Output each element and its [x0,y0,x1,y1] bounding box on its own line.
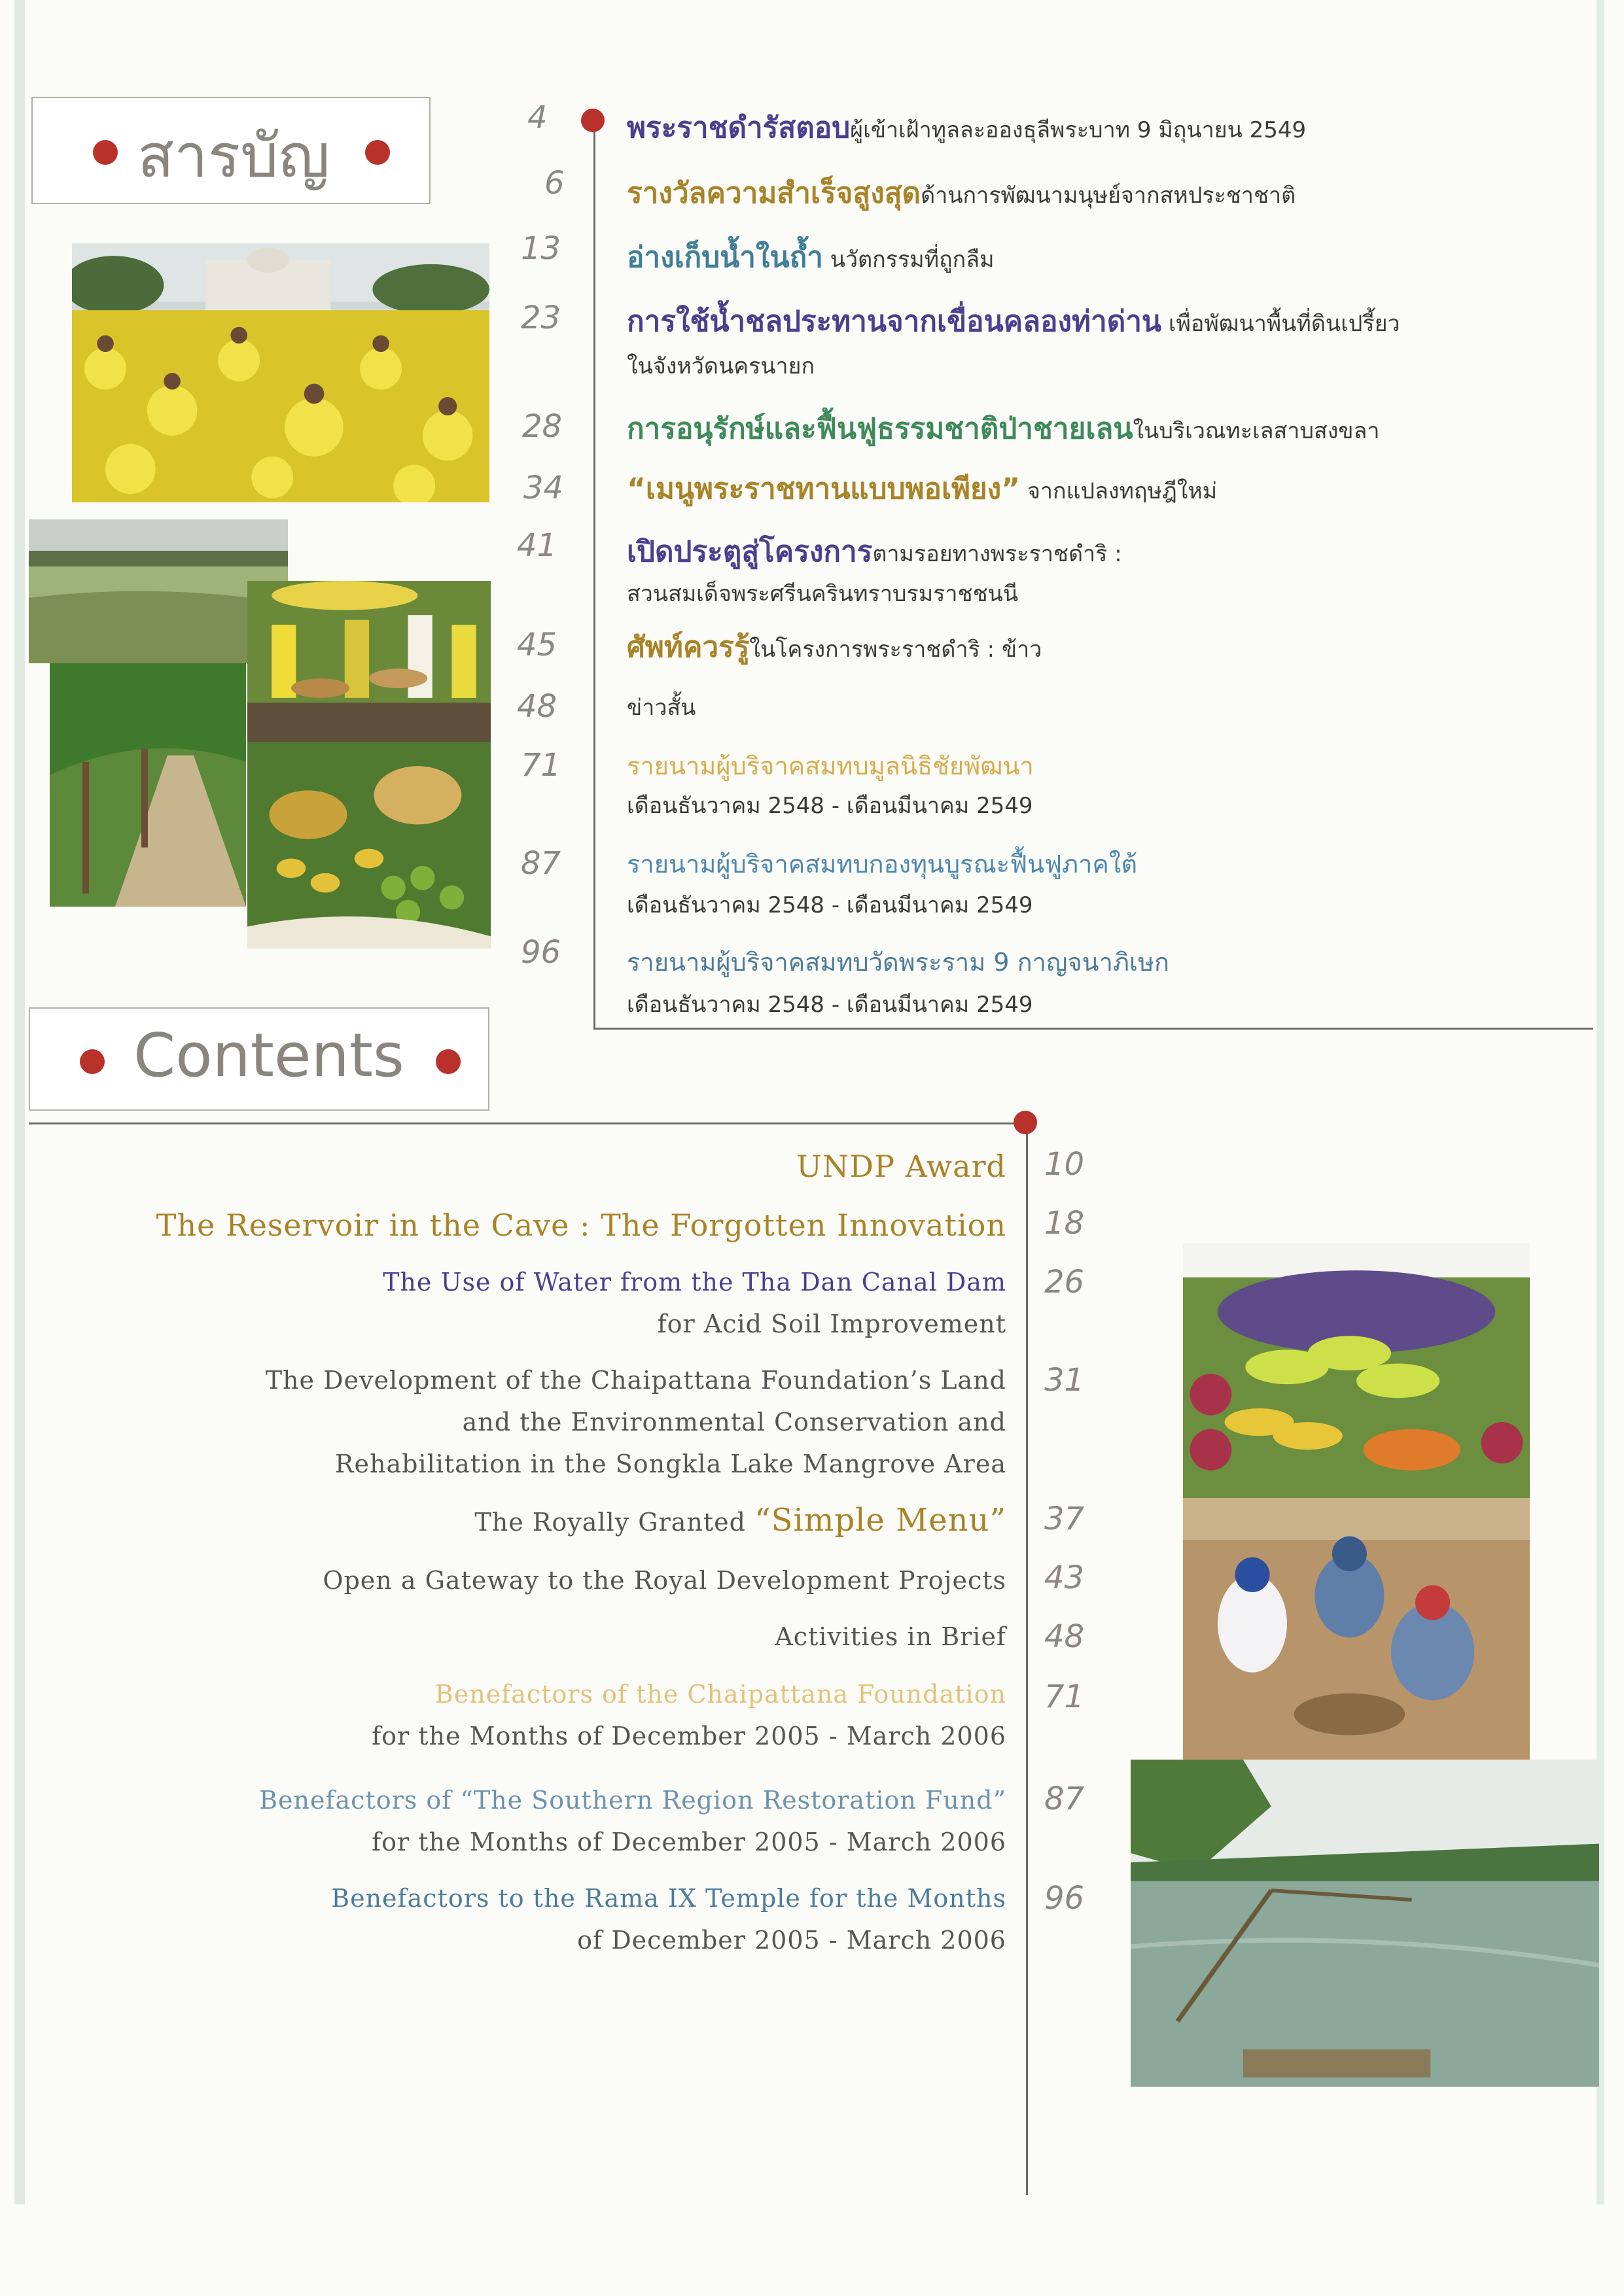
toc-entry-subtitle: ในบริเวณทะเลสาบสงขลา [1133,418,1380,444]
thai-toc-bullet [581,109,605,132]
toc-entry-subtitle: ตามรอยทางพระราชดำริ : [872,541,1122,567]
crowd-photo [72,243,489,502]
contents-page-number: 87 [1044,1781,1085,1817]
pond-photo [1131,1760,1599,2087]
vegetables-photo [1183,1243,1530,1498]
contents-page-number: 96 [1044,1880,1085,1917]
toc-page-number: 13 [521,230,561,267]
toc-page-number: 41 [517,527,557,564]
toc-entry[interactable] [627,466,1217,512]
contents-entry[interactable]: The Reservoir in the Cave : The Forgotten Innovation [156,1208,1006,1243]
contents-entry[interactable] [474,1502,1006,1539]
contents-vertical-rule [1026,1122,1028,2195]
toc-entry[interactable]: รายนามผู้บริจาคสมทบกองทุนบูรณะฟื้นฟูภาคใต้ [627,850,1138,878]
contents-entry[interactable]: The Development of the Chaipattana Foundation’s Land [265,1366,1006,1395]
toc-entry[interactable] [627,529,1122,574]
toc-entry-line2: เดือนธันวาคม 2548 - เดือนมีนาคม 2549 [627,892,1033,918]
toc-entry-subtitle: จากแปลงทฤษฎีใหม่ [1020,478,1218,504]
toc-entry[interactable] [627,234,995,280]
contents-page-number: 71 [1044,1679,1085,1715]
contents-entry[interactable]: UNDP Award [796,1149,1006,1184]
toc-page-number: 48 [517,688,557,725]
toc-entry-subtitle: นวัตกรรมที่ถูกลืม [822,247,995,273]
toc-page-number: 87 [521,845,561,882]
contents-bullet [1014,1111,1037,1134]
contents-entry-line3: Rehabilitation in the Songkla Lake Mangrove Area [334,1450,1006,1478]
toc-entry-subtitle: เพื่อพัฒนาพื้นที่ดินเปรี้ยว [1161,311,1400,337]
toc-entry[interactable] [627,624,1042,670]
toc-entry-title: “เมนูพระราชทานแบบพอเพียง” [627,472,1021,506]
heading-bullet-left [80,1049,105,1074]
toc-entry-title: อ่างเก็บน้ำในถ้ำ [627,241,823,274]
toc-entry-subtitle: ผู้เข้าเฝ้าทูลละอองธุลีพระบาท 9 มิถุนายน 2549 [850,117,1307,143]
toc-entry[interactable] [627,298,1400,344]
toc-entry-title: การใช้น้ำชลประทานจากเขื่อนคลองท่าด่าน [627,305,1162,338]
people-baskets-photo [247,581,491,742]
contents-entry[interactable]: The Use of Water from the Tha Dan Canal Dam [383,1268,1006,1296]
contents-page-number: 18 [1044,1205,1085,1242]
toc-entry[interactable] [627,105,1306,150]
toc-entry-title: การอนุรักษ์และฟื้นฟูธรรมชาติป่าชายเลน [627,412,1133,445]
contents-heading-box [29,1007,489,1111]
heading-bullet-right [436,1049,461,1074]
left-page-edge [14,0,25,2204]
thai-heading: สารบัญ [137,121,330,191]
toc-entry[interactable] [627,406,1379,451]
contents-page-number: 48 [1044,1618,1085,1655]
contents-page-number: 10 [1044,1146,1085,1183]
toc-entry[interactable]: ข่าวสั้น [627,695,696,721]
toc-page-number: 34 [523,470,564,506]
thai-heading-box [31,97,431,204]
toc-page-number: 71 [521,747,561,784]
workers-photo [1183,1498,1530,1760]
tree-path-photo [50,663,246,907]
contents-entry-line2: for the Months of December 2005 - March 2006 [372,1722,1006,1750]
toc-entry[interactable] [627,170,1296,216]
contents-entry[interactable]: Benefactors to the Rama IX Temple for the Months [331,1884,1006,1913]
contents-page-number: 43 [1044,1559,1085,1596]
contents-entry-highlight: “Simple Menu” [754,1502,1006,1539]
toc-entry-title: พระราชดำรัสตอบ [627,111,851,145]
contents-entry-prefix: The Royally Granted [474,1508,755,1537]
contents-entry-line2: for the Months of December 2005 - March 2006 [372,1828,1006,1856]
toc-page-number: 4 [527,99,548,136]
toc-entry-title: ศัพท์ควรรู้ [627,631,750,664]
contents-entry-line2: and the Environmental Conservation and [462,1408,1006,1436]
toc-page-number: 23 [521,300,561,336]
toc-entry-line2: สวนสมเด็จพระศรีนครินทราบรมราชชนนี [627,581,1019,607]
heading-bullet-left [93,140,118,165]
toc-entry[interactable]: รายนามผู้บริจาคสมทบวัดพระราม 9 กาญจนาภิเษก [627,948,1170,977]
contents-rule [29,1122,1029,1124]
contents-entry[interactable]: Activities in Brief [775,1622,1006,1651]
toc-entry-subtitle: ในโครงการพระราชดำริ : ข้าว [749,636,1042,663]
toc-page-number: 6 [544,165,565,201]
fruit-basket-photo [247,742,491,948]
toc-page-number: 45 [517,627,557,663]
contents-entry-line2: of December 2005 - March 2006 [577,1926,1006,1955]
contents-entry[interactable]: Benefactors of the Chaipattana Foundation [434,1680,1006,1709]
contents-entry-line2: for Acid Soil Improvement [657,1310,1006,1338]
contents-heading: Contents [133,1020,404,1090]
toc-entry-subtitle: ด้านการพัฒนามนุษย์จากสหประชาชาติ [921,183,1296,209]
heading-bullet-right [365,140,390,165]
thai-toc-rule [593,122,595,1030]
toc-entry-line2: เดือนธันวาคม 2548 - เดือนมีนาคม 2549 [627,793,1033,819]
contents-page-number: 26 [1044,1264,1085,1300]
thai-toc-baseline [593,1028,1593,1030]
toc-entry-title: เปิดประตูสู่โครงการ [627,535,873,568]
toc-page-number: 96 [521,934,561,971]
toc-entry-line2: เดือนธันวาคม 2548 - เดือนมีนาคม 2549 [627,992,1033,1018]
contents-page-number: 31 [1044,1362,1085,1399]
contents-page-number: 37 [1044,1501,1085,1537]
contents-entry[interactable]: Open a Gateway to the Royal Development Projects [323,1566,1006,1595]
toc-entry[interactable]: รายนามผู้บริจาคสมทบมูลนิธิชัยพัฒนา [627,752,1034,780]
toc-entry-title: รางวัลความสำเร็จสูงสุด [627,177,921,210]
contents-entry[interactable]: Benefactors of “The Southern Region Restoration Fund” [259,1786,1006,1815]
toc-page-number: 28 [522,408,563,445]
toc-entry-line2: ในจังหวัดนครนายก [627,353,815,379]
